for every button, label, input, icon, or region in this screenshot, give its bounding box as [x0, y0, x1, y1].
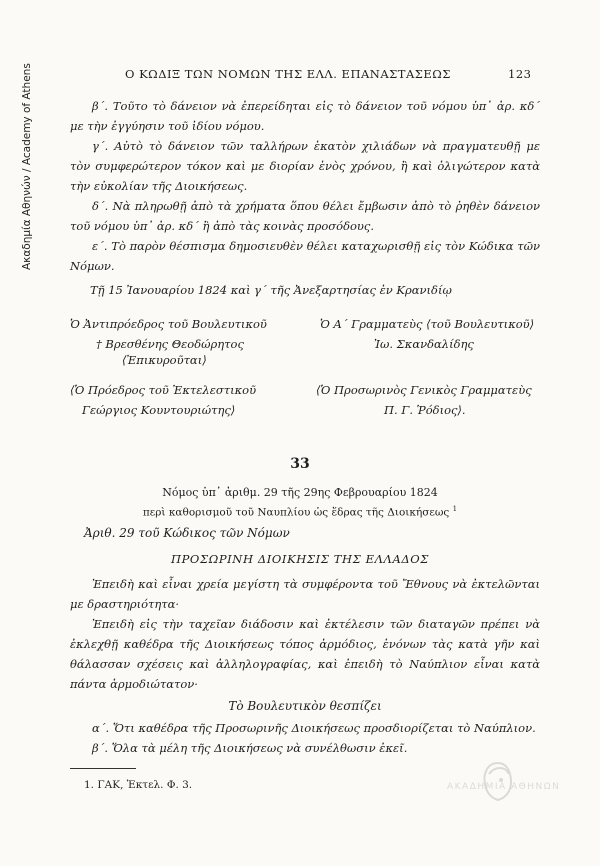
signature-title: ⟨Ὁ Προσωρινὸς Γενικὸς Γραμματεὺς [316, 383, 532, 397]
paragraph-e: ε΄. Τὸ παρὸν θέσπισμα δημοσιευθὲν θέλει καταχωρισθῇ εἰς τὸν Κώδικα τῶν Νόμων. [70, 239, 540, 273]
code-reference: Ἀριθ. 29 τοῦ Κώδικος τῶν Νόμων [84, 526, 290, 540]
page-number: 123 [508, 67, 532, 81]
signature-general-secretary [316, 380, 532, 420]
law-33-body [70, 574, 540, 758]
signature-name: Γεώργιος Κουντουριώτης⟩ [82, 403, 236, 417]
signature-first-secretary [320, 314, 534, 354]
running-head-title: Ο ΚΩΔΙΞ ΤΩΝ ΝΟΜΩΝ ΤΗΣ ΕΛΛ. ΕΠΑΝΑΣΤΑΣΕΩΣ [125, 67, 451, 81]
signature-name: Ἰω. Σκανδαλίδης [374, 337, 474, 351]
footnote-divider [70, 768, 136, 769]
government-heading: ΠΡΟΣΩΡΙΝΗ ΔΙΟΙΚΗΣΙΣ ΤΗΣ ΕΛΛΑΔΟΣ [170, 552, 430, 566]
signature-vice-president [70, 314, 267, 354]
signature-name: † Βρεσθένης Θεοδώρητος [96, 337, 244, 351]
decree-line: Τὸ Βουλευτικὸν θεσπίζει [228, 699, 382, 713]
archive-side-label-text: Ακαδημία Αθηνών / Academy of Athens [21, 63, 33, 270]
paragraph-b: β΄. Τοῦτο τὸ δάνειον νὰ ἐπερείδηται εἰς τὸ δάνειον τοῦ νόμου ὑπ᾿ ἀρ. κδ΄ με τὴν ἐγγύησιν τοῦ ἰδίου νόμου. [70, 99, 540, 133]
preamble-1: Ἐπειδὴ καὶ εἶναι χρεία μεγίστη τὰ συμφέροντα τοῦ Ἔθνους νὰ ἐκτελῶνται με δραστηριότητα· [70, 577, 540, 611]
section-number: 33 [290, 456, 310, 472]
signature-executive-president [70, 380, 256, 420]
article-a: α΄. Ὅτι καθέδρα τῆς Προσωρινῆς Διοικήσεως προσδιορίζεται τὸ Ναύπλιον. [92, 721, 536, 735]
article-b: β΄. Ὅλα τὰ μέλη τῆς Διοικήσεως νὰ συνέλθωσιν ἐκεῖ. [92, 741, 408, 755]
date-line: Τῇ 15 Ἰανουαρίου 1824 καὶ γ΄ τῆς Ἀνεξαρτησίας ἐν Κρανιδίῳ [90, 283, 452, 297]
running-head [0, 67, 600, 83]
paragraph-c: γ΄. Αὐτὸ τὸ δάνειον τῶν ταλλήρων ἑκατὸν χιλιάδων νὰ πραγματευθῇ με τὸν συμφερώτερον τόκον καὶ με διορίαν ἑνὸς χρόνου, ἢ καὶ ὀλιγώτερον κατὰ τὴν εὐκολίαν τῆς Διοικήσεως. [70, 139, 540, 193]
signature-title: Ὁ Ἀντιπρόεδρος τοῦ Βουλευτικοῦ [70, 317, 267, 331]
paragraph-d: δ΄. Νὰ πληρωθῇ ἀπὸ τὰ χρήματα ὅπου θέλει ἔμβωσιν ἀπὸ τὸ ῥηθὲν δάνειον τοῦ νόμου ὑπ᾿ ἀρ. κδ΄ ἢ ἀπὸ τὰς κοινὰς προσόδους. [70, 199, 540, 233]
watermark-left-text: ΑΚΑΔΗΜΙΑ [447, 782, 507, 792]
law-title: Νόμος ὑπ᾿ ἀριθμ. 29 τῆς 29ης Φεβρουαρίου 1824 [162, 486, 438, 499]
watermark-right-text: ΑΘΗΝΩΝ [511, 782, 561, 792]
footnote-marker: 1 [452, 505, 458, 513]
footnote: 1. ΓΑΚ, Ἐκτελ. Φ. 3. [84, 779, 193, 791]
law-subtitle [0, 502, 600, 520]
confirmation-line: ⟨Ἐπικυροῦται⟩ [122, 353, 207, 367]
law-subtitle-text: περὶ καθορισμοῦ τοῦ Ναυπλίου ὡς ἕδρας τῆς Διοικήσεως [142, 506, 450, 519]
previous-law-continuation [70, 96, 540, 300]
signature-title: Ὁ Α΄ Γραμματεὺς ⟨τοῦ Βουλευτικοῦ⟩ [320, 317, 535, 331]
academy-watermark [447, 760, 561, 804]
preamble-2: Ἐπειδὴ εἰς τὴν ταχεῖαν διάδοσιν καὶ ἐκτέλεσιν τῶν διαταγῶν πρέπει νὰ ἐκλεχθῇ καθέδρα τῆς Διοικήσεως τόπος ἁρμόδιος, ἑνόνων τὰς κατὰ γῆν καὶ θάλασσαν σχέσεις καὶ ἀλληλογραφίας, καὶ ἐπειδὴ τὸ Ναύπλιον εἶναι κατὰ πάντα ἁρμοδιώτατον· [70, 617, 540, 691]
signature-name: Π. Γ. Ῥόδιος⟩. [384, 403, 466, 417]
signature-title: ⟨Ὁ Πρόεδρος τοῦ Ἐκτελεστικοῦ [70, 383, 257, 397]
